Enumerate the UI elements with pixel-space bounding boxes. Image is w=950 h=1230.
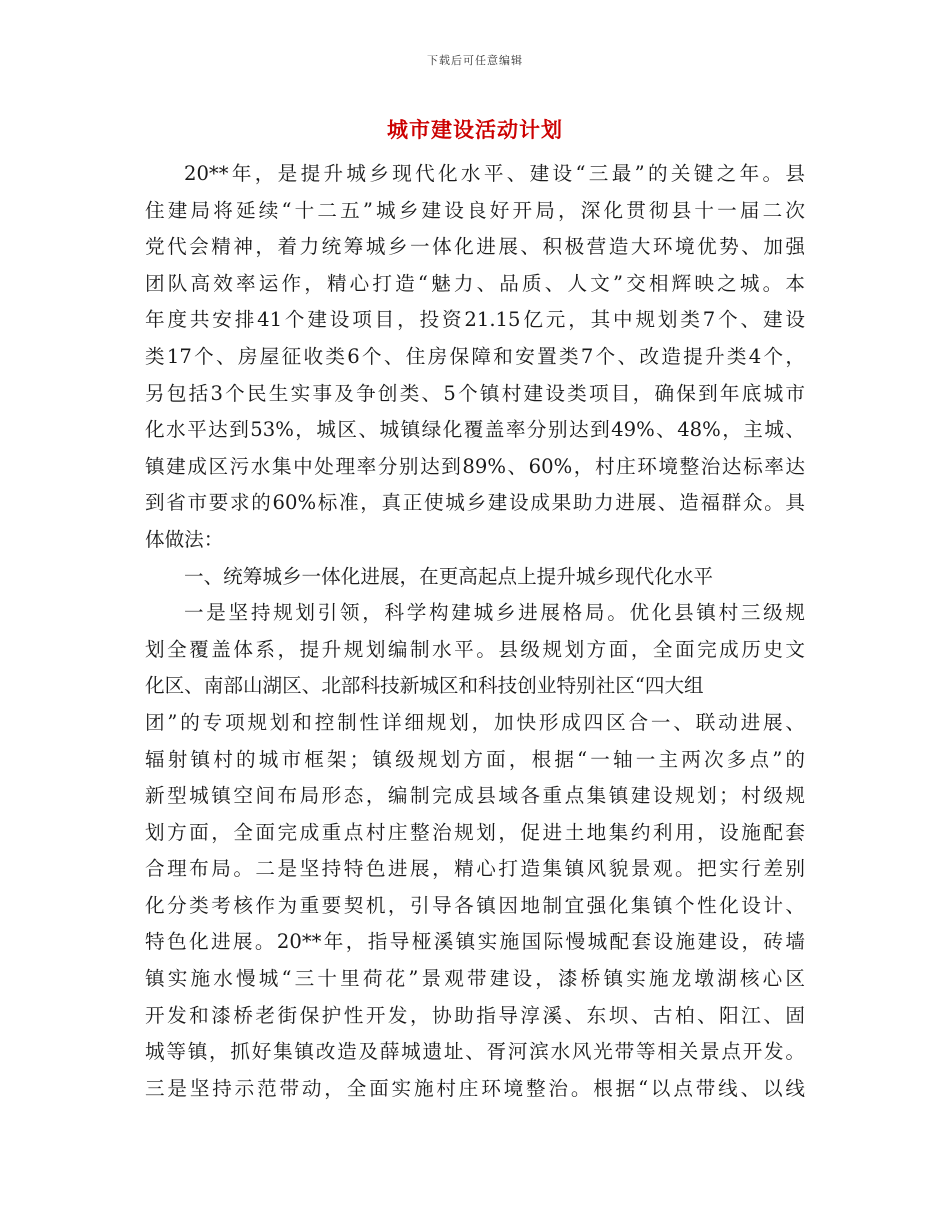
- body-line: 新型城镇空间布局形态，编制完成县域各重点集镇建设规划；村级规: [145, 784, 805, 808]
- document-body: [145, 156, 805, 1107]
- body-line: 化分类考核作为重要契机，引导各镇因地制宜强化集镇个性化设计、: [145, 893, 805, 917]
- body-line: 类17个、房屋征收类6个、住房保障和安置类7个、改造提升类4个，: [145, 344, 805, 368]
- body-line: 镇建成区污水集中处理率分别达到89%、60%，村庄环境整治达标率达: [145, 454, 805, 478]
- body-line: 开发和漆桥老街保护性开发，协助指导淳溪、东坝、古柏、阳江、固: [145, 1003, 805, 1027]
- body-line: 三是坚持示范带动，全面实施村庄环境整治。根据“以点带线、以线: [145, 1076, 805, 1100]
- body-line: 城等镇，抓好集镇改造及薛城遗址、胥河滨水风光带等相关景点开发。: [145, 1040, 805, 1064]
- section-heading: 一、统筹城乡一体化进展，在更高起点上提升城乡现代化水平: [184, 564, 714, 588]
- body-line: 镇实施水慢城“三十里荷花”景观带建设，漆桥镇实施龙墩湖核心区: [145, 967, 805, 991]
- body-line: 住建局将延续“十二五”城乡建设良好开局，深化贯彻县十一届二次: [145, 198, 805, 222]
- body-line: 化水平达到53%，城区、城镇绿化覆盖率分别达到49%、48%，主城、: [145, 418, 805, 442]
- body-line: 化区、南部山湖区、北部科技新城区和科技创业特别社区“四大组: [145, 674, 704, 698]
- body-line: 团队高效率运作，精心打造“魅力、品质、人文”交相辉映之城。本: [145, 271, 805, 295]
- body-line: 体做法：: [145, 527, 224, 551]
- body-line: 党代会精神，着力统筹城乡一体化进展、积极营造大环境优势、加强: [145, 235, 805, 259]
- body-line: 合理布局。二是坚持特色进展，精心打造集镇风貌景观。把实行差别: [145, 857, 805, 881]
- body-line: 辐射镇村的城市框架；镇级规划方面，根据“一轴一主两次多点”的: [145, 747, 805, 771]
- page-header-note: 下载后可任意编辑: [427, 54, 523, 67]
- document-title: 城市建设活动计划: [387, 117, 563, 142]
- body-line: 划方面，全面完成重点村庄整治规划，促进土地集约利用，设施配套: [145, 820, 805, 844]
- body-line: 团”的专项规划和控制性详细规划，加快形成四区合一、联动进展、: [145, 710, 805, 734]
- body-line: 20**年，是提升城乡现代化水平、建设“三最”的关键之年。县: [184, 162, 805, 185]
- body-line: 到省市要求的60%标准，真正使城乡建设成果助力进展、造福群众。具: [145, 491, 805, 515]
- body-line: 特色化进展。20**年，指导桠溪镇实施国际慢城配套设施建设，砖墙: [145, 930, 805, 954]
- body-line: 年度共安排41个建设项目，投资21.15亿元，其中规划类7个、建设: [145, 308, 805, 332]
- body-line: 划全覆盖体系，提升规划编制水平。县级规划方面，全面完成历史文: [145, 637, 805, 661]
- body-line: 一是坚持规划引领，科学构建城乡进展格局。优化县镇村三级规: [184, 601, 805, 625]
- body-line: 另包括3个民生实事及争创类、5个镇村建设类项目，确保到年底城市: [145, 381, 805, 405]
